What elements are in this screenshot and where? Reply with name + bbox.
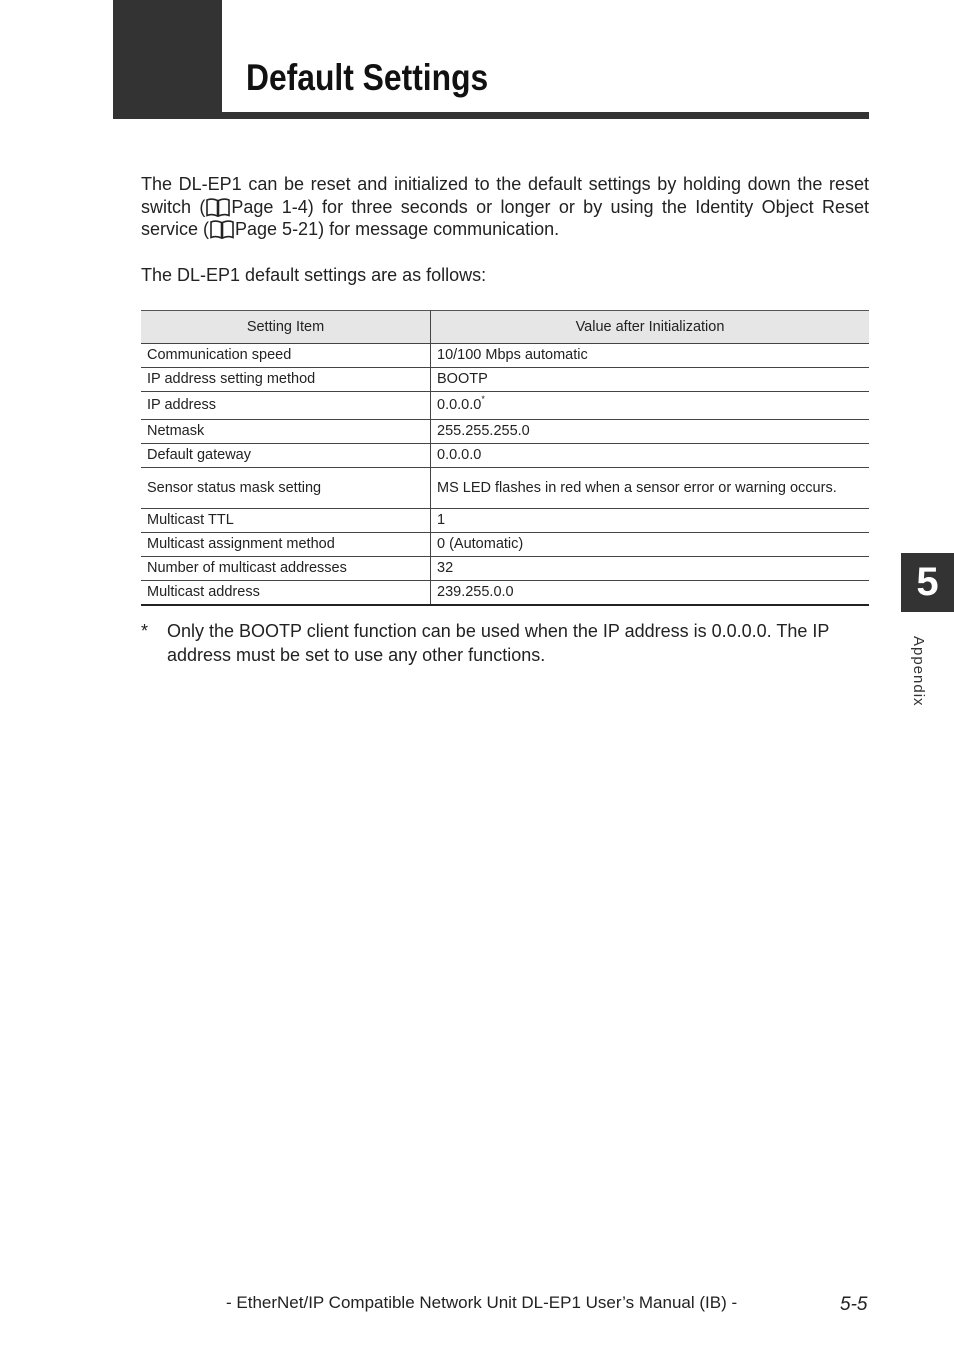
column-header-setting-item: Setting Item (141, 311, 431, 344)
intro-ref-page-1-4: Page 1-4 (231, 196, 308, 217)
footnote-text: Only the BOOTP client function can be used when the IP address is 0.0.0.0. The IP address must be set to use any other functions. (167, 621, 830, 665)
setting-item-cell: Number of multicast addresses (141, 557, 431, 581)
setting-item-cell: Sensor status mask setting (141, 468, 431, 509)
ip-address-value: 0.0.0.0 (437, 397, 482, 413)
table-row (141, 368, 869, 392)
setting-value-cell (431, 392, 870, 420)
table-row (141, 420, 869, 444)
table-row (141, 533, 869, 557)
table-row (141, 557, 869, 581)
intro-ref-page-5-21: Page 5-21 (235, 219, 319, 239)
setting-value-cell: 0.0.0.0 (431, 444, 870, 468)
setting-item-cell: Default gateway (141, 444, 431, 468)
chapter-number: 5 (916, 560, 939, 604)
book-icon (209, 219, 235, 239)
chapter-tab (901, 553, 954, 612)
setting-value-cell: 255.255.255.0 (431, 420, 870, 444)
section-side-label: Appendix (910, 636, 927, 707)
intro-paragraph (141, 173, 869, 241)
page-number: 5-5 (840, 1294, 868, 1315)
setting-value-cell: MS LED flashes in red when a sensor error or warning occurs. (431, 468, 870, 509)
book-icon (205, 197, 231, 217)
footnote-asterisk: * (141, 621, 149, 641)
setting-value-cell: 32 (431, 557, 870, 581)
setting-item-cell: Multicast TTL (141, 509, 431, 533)
intro-text-3: ) for message communication. (318, 219, 560, 239)
footer-manual-title: - EtherNet/IP Compatible Network Unit DL-EP1 User’s Manual (IB) - (226, 1293, 738, 1312)
table-row (141, 444, 869, 468)
page-title: Default Settings (246, 57, 489, 98)
intro-text-1: The DL-EP1 can be reset and initialized to the default settings by holding down the reset switch ( (141, 174, 869, 217)
table-row (141, 509, 869, 533)
setting-value-cell: BOOTP (431, 368, 870, 392)
setting-item-cell: IP address setting method (141, 368, 431, 392)
table-row (141, 581, 869, 606)
table-header-row (141, 311, 869, 344)
footnote-marker: * (481, 394, 485, 404)
intro-text-2: ) for three seconds or longer or by using the Identity Object Reset service ( (141, 196, 869, 239)
setting-item-cell: Multicast address (141, 581, 431, 606)
footnote (141, 619, 869, 667)
setting-value-cell: 0 (Automatic) (431, 533, 870, 557)
table-row (141, 344, 869, 368)
header-rule (113, 112, 869, 119)
setting-item-cell: Netmask (141, 420, 431, 444)
header-block (113, 0, 222, 118)
setting-value-cell: 10/100 Mbps automatic (431, 344, 870, 368)
table-row (141, 468, 869, 509)
table-row (141, 392, 869, 420)
column-header-value: Value after Initialization (431, 311, 870, 344)
default-settings-table (141, 310, 869, 606)
setting-item-cell: IP address (141, 392, 431, 420)
lead-text: The DL-EP1 default settings are as follows: (141, 265, 487, 285)
setting-value-cell: 239.255.0.0 (431, 581, 870, 606)
setting-item-cell: Communication speed (141, 344, 431, 368)
setting-value-cell: 1 (431, 509, 870, 533)
setting-item-cell: Multicast assignment method (141, 533, 431, 557)
